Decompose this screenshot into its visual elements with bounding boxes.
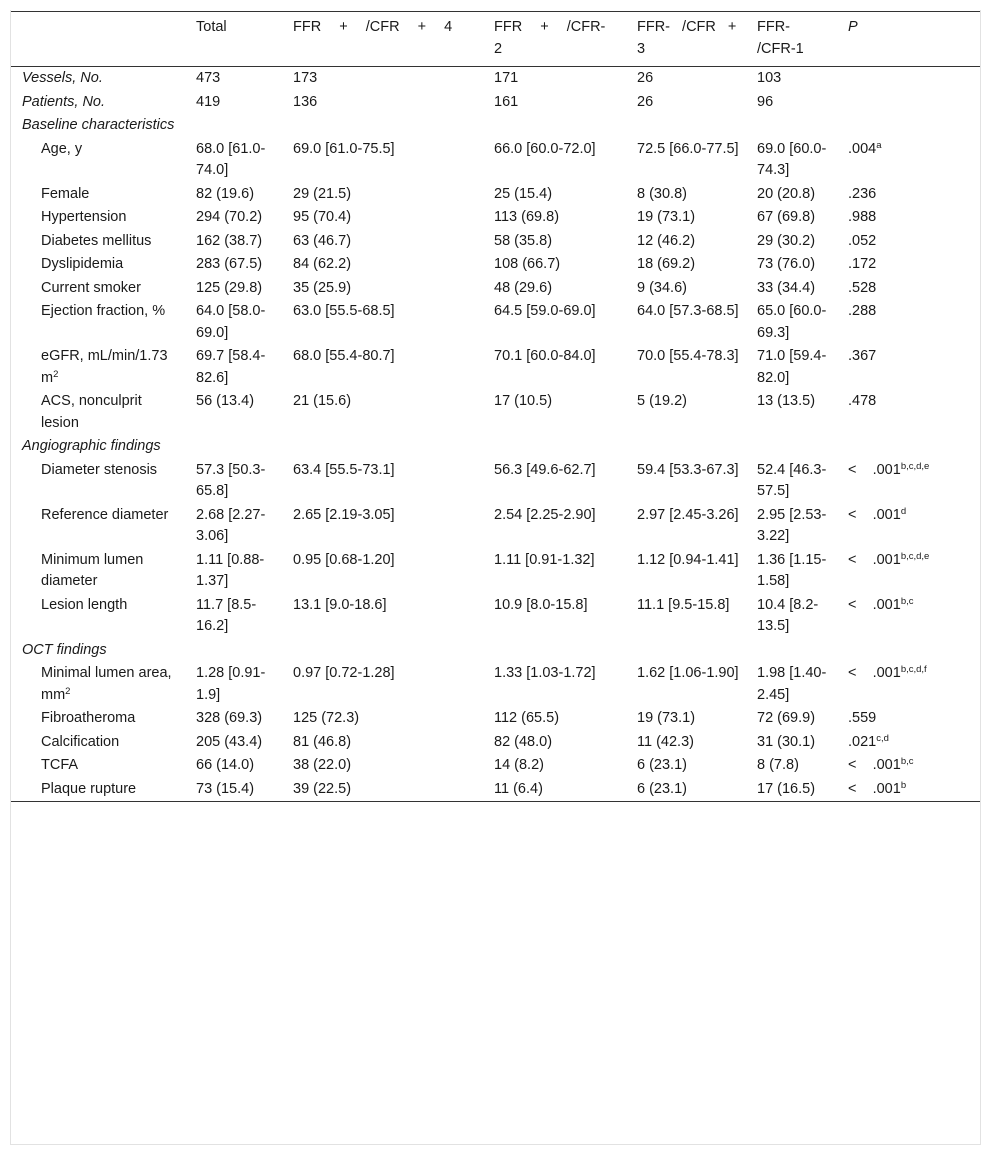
value-cell: 2.68 [2.27-3.06] (196, 506, 266, 544)
row-label-text: Patients, No. (22, 93, 106, 110)
table-row (11, 253, 980, 277)
value-cell: 11 (6.4) (494, 780, 543, 797)
value-cell: 81 (46.8) (293, 733, 352, 750)
value-cell: 48 (29.6) (494, 279, 553, 296)
p-value: .172 (848, 256, 877, 272)
row-label (11, 206, 188, 230)
value-cell: 113 (69.8) (494, 209, 560, 225)
p-value: .052 (848, 232, 877, 249)
p-value: .478 (848, 393, 877, 409)
value-cell: 68.0 [61.0-74.0] (196, 140, 266, 178)
value-cell: 33 (34.4) (757, 279, 816, 296)
value-cell: 2.95 [2.53-3.22] (757, 506, 827, 544)
p-value-cell (840, 253, 980, 277)
value-cell: 66.0 [60.0-72.0] (494, 140, 596, 157)
p-value-cell (840, 754, 980, 778)
value-cell: 171 (494, 70, 519, 86)
p-value: .559 (848, 710, 877, 726)
p-value-superscript: b,c (900, 595, 914, 607)
p-value: < .001 (848, 506, 901, 523)
section-heading (11, 114, 980, 138)
value-cell: 5 (19.2) (637, 393, 687, 409)
row-label-text: ACS, nonculprit lesion (41, 393, 142, 431)
value-cell: 14 (8.2) (494, 757, 544, 773)
p-value-superscript: b,c,d,e (900, 460, 930, 472)
table-row (11, 183, 980, 207)
value-cell: 173 (293, 70, 318, 86)
value-cell: 17 (10.5) (494, 393, 553, 409)
p-value-superscript: c,d (876, 732, 889, 744)
row-label-text: Fibroatheroma (41, 710, 136, 726)
value-cell: 58 (35.8) (494, 232, 553, 249)
value-cell: 21 (15.6) (293, 393, 352, 409)
value-cell: 72.5 [66.0-77.5] (637, 140, 739, 157)
row-label (11, 230, 188, 254)
value-cell: 63.0 [55.5-68.5] (293, 303, 395, 319)
p-value: .528 (848, 279, 877, 296)
p-value-superscript: a (876, 139, 882, 151)
p-value: < .001 (848, 551, 901, 568)
row-label (11, 138, 188, 183)
p-value-cell (840, 345, 980, 390)
p-value-superscript: b,c (900, 756, 914, 767)
value-cell: 29 (30.2) (757, 232, 816, 249)
value-cell (840, 67, 980, 91)
value-cell: 57.3 [50.3-65.8] (196, 461, 266, 499)
value-cell: 65.0 [60.0-69.3] (757, 303, 827, 341)
table-row (11, 345, 980, 390)
table-row (11, 754, 980, 778)
table-row (11, 707, 980, 731)
table-body (11, 67, 980, 802)
row-label-text: Reference diameter (41, 506, 169, 523)
value-cell: 70.0 [55.4-78.3] (637, 348, 739, 364)
p-value-superscript: b (900, 779, 907, 791)
p-value-superscript: b,c,d,e (900, 550, 930, 562)
value-cell: 11.1 [9.5-15.8] (637, 596, 730, 613)
row-label-text: Ejection fraction, % (41, 303, 166, 319)
value-cell: 17 (16.5) (757, 780, 816, 797)
value-cell: 84 (62.2) (293, 256, 352, 272)
row-label (11, 731, 188, 755)
p-value-cell (840, 707, 980, 731)
row-label-text: Diameter stenosis (41, 461, 158, 478)
value-cell: 13.1 [9.0-18.6] (293, 596, 387, 613)
p-value: .288 (848, 303, 877, 319)
value-cell: 294 (70.2) (196, 209, 263, 225)
value-cell (840, 91, 980, 115)
value-cell: 96 (757, 93, 774, 110)
table-row (11, 639, 980, 663)
header-cell-p: P (848, 19, 858, 35)
row-label-text: Current smoker (41, 279, 141, 296)
value-cell: 1.33 [1.03-1.72] (494, 665, 596, 681)
p-value-cell (840, 504, 980, 549)
p-value-cell (840, 731, 980, 755)
p-value: .988 (848, 209, 877, 225)
p-value-cell (840, 594, 980, 639)
value-cell: 12 (46.2) (637, 232, 696, 249)
row-label-text: Hypertension (41, 209, 127, 225)
value-cell: 10.9 [8.0-15.8] (494, 596, 588, 613)
value-cell: 205 (43.4) (196, 733, 263, 750)
row-label (11, 390, 188, 435)
p-value: < .001 (848, 665, 901, 681)
table-row (11, 138, 980, 183)
value-cell: 0.95 [0.68-1.20] (293, 551, 395, 568)
value-cell: 1.62 [1.06-1.90] (637, 665, 739, 681)
p-value: .021 (848, 733, 877, 750)
header-cell: FFR + /CFR + 4 (293, 19, 453, 35)
value-cell: 1.98 [1.40-2.45] (757, 665, 827, 703)
row-label (11, 707, 188, 731)
p-value: < .001 (848, 596, 901, 613)
value-cell: 26 (637, 70, 654, 86)
table-row (11, 67, 980, 91)
row-label-text: Vessels, No. (22, 70, 103, 86)
value-cell: 2.65 [2.19-3.05] (293, 506, 395, 523)
table-row (11, 114, 980, 138)
value-cell: 59.4 [53.3-67.3] (637, 461, 739, 478)
value-cell: 63 (46.7) (293, 232, 352, 249)
row-label-text: Plaque rupture (41, 780, 137, 797)
p-value-cell (840, 459, 980, 504)
value-cell: 108 (66.7) (494, 256, 561, 272)
row-label (11, 183, 188, 207)
row-label-superscript: 2 (53, 368, 59, 380)
value-cell: 82 (48.0) (494, 733, 553, 750)
row-label (11, 504, 188, 549)
row-label (11, 345, 188, 390)
value-cell: 419 (196, 93, 221, 110)
value-cell: 8 (7.8) (757, 757, 799, 773)
value-cell: 72 (69.9) (757, 710, 816, 726)
row-label-text: Dyslipidemia (41, 256, 124, 272)
row-label (11, 300, 188, 345)
p-value-cell (840, 778, 980, 802)
table-row (11, 230, 980, 254)
p-value-cell (840, 300, 980, 345)
p-value: .367 (848, 348, 877, 364)
header-cell: FFR + /CFR- 2 (494, 19, 606, 57)
row-label (11, 459, 188, 504)
table-row (11, 390, 980, 435)
value-cell: 103 (757, 70, 782, 86)
p-value-cell (840, 277, 980, 301)
value-cell: 26 (637, 93, 654, 110)
value-cell: 1.11 [0.88-1.37] (196, 551, 265, 589)
header-cell (11, 12, 188, 67)
value-cell: 13 (13.5) (757, 393, 816, 409)
table-row (11, 300, 980, 345)
value-cell: 66 (14.0) (196, 757, 255, 773)
value-cell: 68.0 [55.4-80.7] (293, 348, 395, 364)
value-cell: 31 (30.1) (757, 733, 816, 750)
value-cell: 63.4 [55.5-73.1] (293, 461, 395, 478)
p-value: < .001 (848, 757, 901, 773)
section-heading (11, 639, 980, 663)
value-cell: 11.7 [8.5-16.2] (196, 596, 257, 634)
section-heading (11, 435, 980, 459)
value-cell: 162 (38.7) (196, 232, 263, 249)
table-row (11, 206, 980, 230)
row-label-text: Female (41, 185, 90, 202)
table-row (11, 778, 980, 802)
value-cell: 328 (69.3) (196, 710, 263, 726)
table-row (11, 731, 980, 755)
row-label (11, 253, 188, 277)
value-cell: 69.0 [61.0-75.5] (293, 140, 395, 157)
value-cell: 69.7 [58.4-82.6] (196, 348, 266, 386)
value-cell: 1.12 [0.94-1.41] (637, 551, 739, 568)
row-label (11, 594, 188, 639)
value-cell: 136 (293, 93, 318, 110)
value-cell: 18 (69.2) (637, 256, 696, 272)
value-cell: 6 (23.1) (637, 757, 687, 773)
p-value-cell (840, 662, 980, 707)
value-cell: 67 (69.8) (757, 209, 816, 225)
value-cell: 10.4 [8.2-13.5] (757, 596, 819, 634)
value-cell: 29 (21.5) (293, 185, 352, 202)
value-cell: 1.11 [0.91-1.32] (494, 551, 595, 568)
value-cell: 112 (65.5) (494, 710, 560, 726)
value-cell: 9 (34.6) (637, 279, 687, 296)
row-label-superscript: 2 (65, 685, 71, 697)
value-cell: 71.0 [59.4-82.0] (757, 348, 827, 386)
value-cell: 56 (13.4) (196, 393, 255, 409)
value-cell: 19 (73.1) (637, 209, 696, 225)
value-cell: 2.97 [2.45-3.26] (637, 506, 739, 523)
p-value: < .001 (848, 461, 901, 478)
value-cell: 125 (29.8) (196, 279, 263, 296)
table-row (11, 277, 980, 301)
table-row (11, 459, 980, 504)
row-label-text: Minimum lumen diameter (41, 551, 144, 589)
value-cell: 95 (70.4) (293, 209, 352, 225)
row-label-text: Diabetes mellitus (41, 232, 152, 249)
value-cell: 1.28 [0.91-1.9] (196, 665, 266, 703)
value-cell: 20 (20.8) (757, 185, 816, 202)
value-cell: 69.0 [60.0-74.3] (757, 140, 827, 178)
value-cell: 73 (15.4) (196, 780, 255, 797)
p-value-cell (840, 138, 980, 183)
row-label-text: eGFR, mL/min/1.73 m (41, 348, 168, 386)
table-row (11, 662, 980, 707)
table-row (11, 91, 980, 115)
value-cell: 35 (25.9) (293, 279, 352, 296)
row-label-text: TCFA (41, 757, 79, 773)
value-cell: 11 (42.3) (637, 733, 694, 750)
value-cell: 2.54 [2.25-2.90] (494, 506, 596, 523)
data-table (11, 11, 980, 802)
value-cell: 70.1 [60.0-84.0] (494, 348, 596, 364)
value-cell: 161 (494, 93, 519, 110)
p-value: .236 (848, 185, 877, 202)
value-cell: 8 (30.8) (637, 185, 687, 202)
value-cell: 1.36 [1.15-1.58] (757, 551, 827, 589)
p-value: < .001 (848, 780, 901, 797)
value-cell: 19 (73.1) (637, 710, 696, 726)
row-label (11, 67, 188, 91)
table-row (11, 435, 980, 459)
value-cell: 6 (23.1) (637, 780, 687, 797)
value-cell: 283 (67.5) (196, 256, 263, 272)
row-label-text: Minimal lumen area, mm (41, 665, 172, 703)
table-row (11, 549, 980, 594)
row-label (11, 549, 188, 594)
value-cell: 0.97 [0.72-1.28] (293, 665, 395, 681)
value-cell: 39 (22.5) (293, 780, 352, 797)
table-row (11, 594, 980, 639)
value-cell: 64.0 [57.3-68.5] (637, 303, 739, 319)
header-cell: FFR- /CFR + 3 (637, 19, 737, 57)
p-value-cell (840, 390, 980, 435)
value-cell: 64.0 [58.0-69.0] (196, 303, 266, 341)
row-label (11, 277, 188, 301)
value-cell: 82 (19.6) (196, 185, 255, 202)
section-label: Angiographic findings (22, 438, 161, 454)
value-cell: 64.5 [59.0-69.0] (494, 303, 596, 319)
row-label-text: Calcification (41, 733, 120, 750)
row-label (11, 91, 188, 115)
value-cell: 73 (76.0) (757, 256, 816, 272)
header-cell: Total (196, 19, 227, 35)
table-row (11, 504, 980, 549)
p-value-cell (840, 230, 980, 254)
row-label (11, 754, 188, 778)
value-cell: 38 (22.0) (293, 757, 352, 773)
value-cell: 473 (196, 70, 221, 86)
header-row (11, 12, 980, 67)
p-value-superscript: b,c,d,f (900, 664, 927, 675)
p-value-cell (840, 549, 980, 594)
row-label-text: Age, y (41, 140, 83, 157)
row-label-text: Lesion length (41, 596, 128, 613)
p-value: .004 (848, 140, 877, 157)
row-label (11, 778, 188, 802)
value-cell: 56.3 [49.6-62.7] (494, 461, 596, 478)
value-cell: 25 (15.4) (494, 185, 553, 202)
section-label: OCT findings (22, 641, 107, 658)
row-label (11, 662, 188, 707)
header-cell: FFR- /CFR-1 (757, 19, 804, 57)
value-cell: 125 (72.3) (293, 710, 360, 726)
p-value-cell (840, 206, 980, 230)
p-value-cell (840, 183, 980, 207)
value-cell: 52.4 [46.3-57.5] (757, 461, 827, 499)
p-value-superscript: d (900, 505, 907, 517)
section-label: Baseline characteristics (22, 117, 175, 133)
